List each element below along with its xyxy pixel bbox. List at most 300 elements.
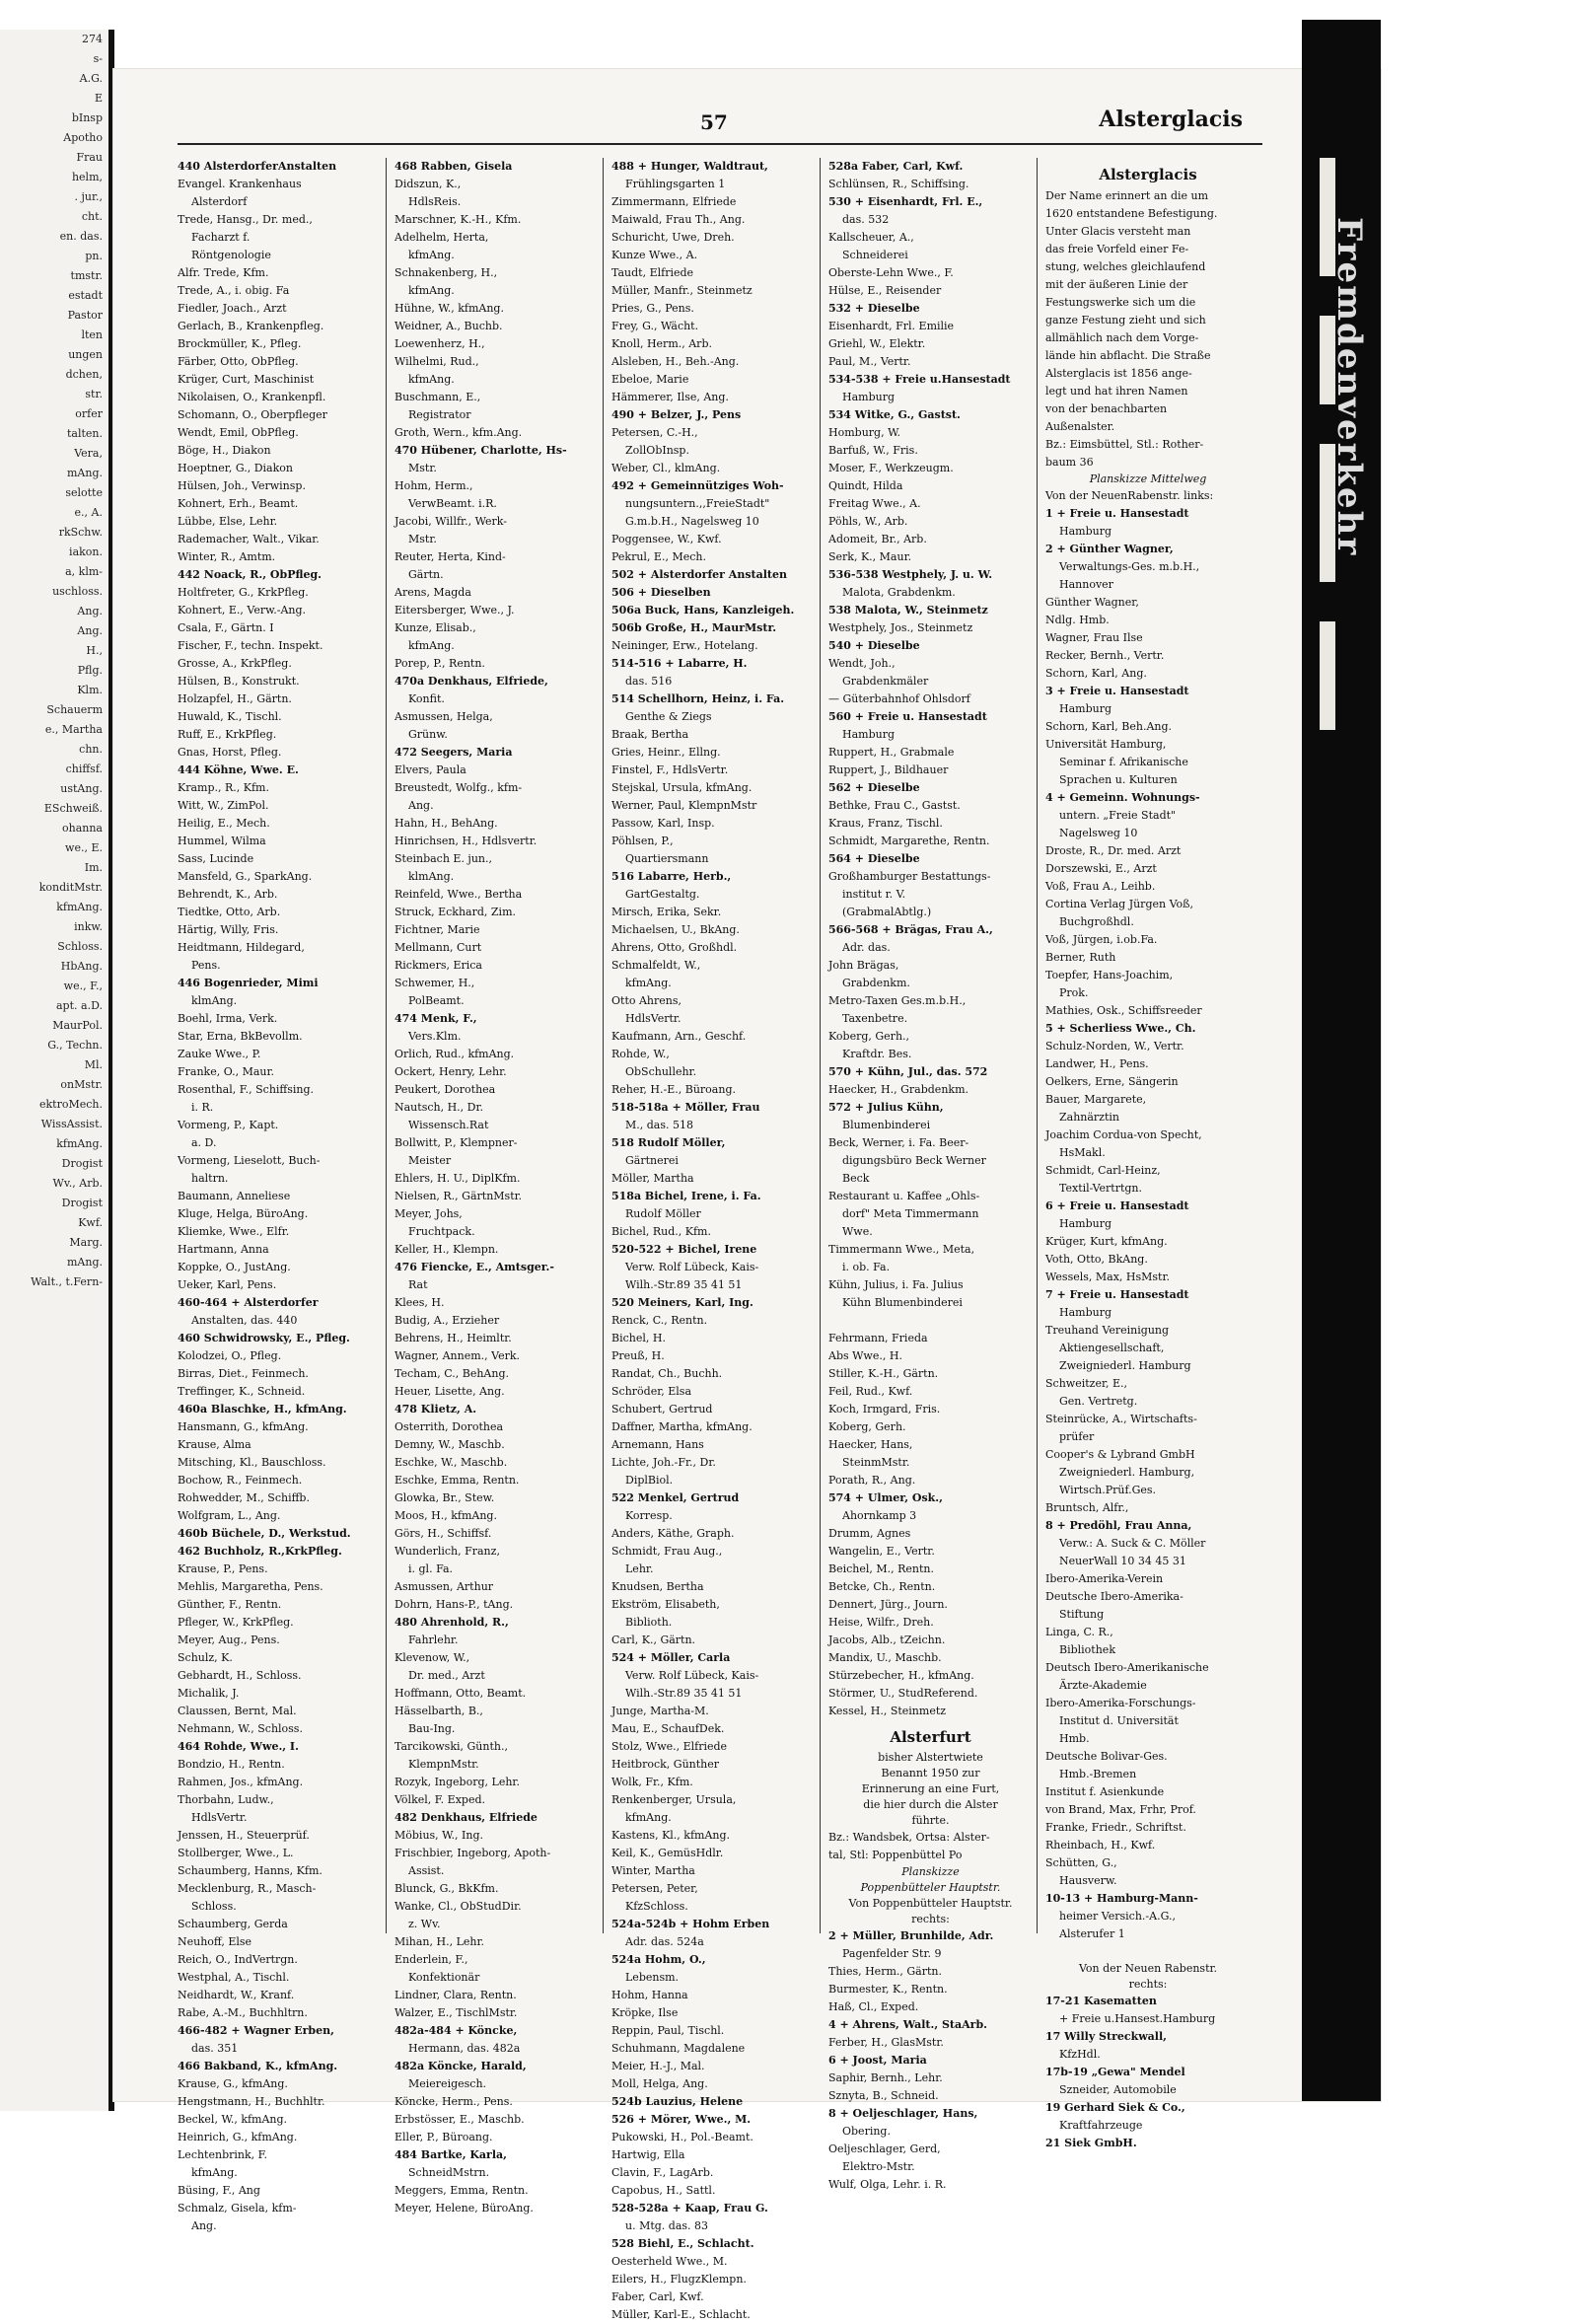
resident-entry: das. 516 [625,675,673,688]
left-page-fragment: e., Martha [44,723,103,736]
resident-entry: Betcke, Ch., Rentn. [828,1580,936,1593]
resident-entry: Jenssen, H., Steuerprüf. [178,1829,310,1842]
left-page-fragment: . jur., [74,190,103,203]
left-page-fragment: Im. [84,861,103,874]
resident-entry: Alsleben, H., Beh.-Ang. [611,355,740,368]
resident-entry: mit der äußeren Linie der [1045,278,1188,291]
resident-entry: Stiller, K.-H., Gärtn. [828,1367,939,1380]
resident-entry: Stejskal, Ursula, kfmAng. [611,781,753,794]
left-page-fragment: ungen [68,348,103,361]
resident-entry: Klevenow, W., [394,1651,470,1664]
resident-entry: Moos, H., kfmAng. [394,1509,497,1522]
resident-entry: Pfleger, W., KrkPfleg. [178,1616,294,1629]
left-page-fragment: ESchweiß. [43,802,103,815]
resident-entry: KfzSchloss. [625,1900,688,1913]
resident-entry: Walzer, E., TischlMstr. [394,2006,518,2019]
left-page-fragment: konditMstr. [38,881,103,894]
resident-entry: Claussen, Bernt, Mal. [178,1705,297,1717]
resident-entry: Buchgroßhdl. [1059,915,1134,928]
street-note: Von Poppenbütteler Hauptstr. [848,1897,1013,1910]
resident-entry: das. 351 [191,2042,239,2055]
resident-entry: Renkenberger, Ursula, [611,1793,737,1806]
directory-columns [178,158,1262,2321]
resident-entry: Schmalz, Gisela, kfm- [178,2202,297,2215]
resident-entry: Porath, R., Ang. [828,1474,916,1487]
resident-entry: Gebhardt, H., Schloss. [178,1669,302,1682]
resident-entry: Möller, Martha [611,1172,694,1185]
house-number-entry: 482 Denkhaus, Elfriede [394,1811,538,1824]
resident-entry: Pekrul, E., Mech. [611,550,706,563]
resident-entry: Außenalster. [1045,420,1115,433]
resident-entry: Reuter, Herta, Kind- [394,550,506,563]
resident-entry: Schmidt, Carl-Heinz, [1045,1164,1161,1177]
resident-entry: Grabdenkmäler [842,675,929,688]
resident-entry: Hülsen, Joh., Verwinsp. [178,479,306,492]
house-number-entry: 518-518a + Möller, Frau [611,1101,760,1114]
resident-entry: Stiftung [1059,1608,1105,1621]
house-number-entry: 6 + Joost, Maria [828,2054,927,2067]
resident-entry: Kröpke, Ilse [611,2006,679,2019]
house-number-entry: 514-516 + Labarre, H. [611,657,748,670]
resident-entry: Ruppert, J., Bildhauer [828,763,949,776]
house-number-entry: 470a Denkhaus, Elfriede, [394,675,548,688]
resident-entry: Obering. [842,2125,891,2138]
left-page-fragment: Kwf. [78,1216,103,1229]
left-page-fragment: mAng. [67,1256,103,1269]
resident-entry: Otto Ahrens, [611,994,682,1007]
resident-entry: Gnas, Horst, Pfleg. [178,746,282,759]
resident-entry: Braak, Bertha [611,728,689,741]
house-number-entry: 534-538 + Freie u.Hansestadt [828,373,1011,386]
resident-entry: Frühlingsgarten 1 [625,178,726,190]
resident-entry: Frey, G., Wächt. [611,320,699,332]
left-page-fragment: en. das. [59,230,103,243]
house-number-entry: 17-21 Kasematten [1045,1995,1157,2007]
resident-entry: G.m.b.H., Nagelsweg 10 [625,515,759,528]
left-page-fragment: Walt., t.Fern- [31,1275,103,1288]
resident-entry: Hengstmann, H., Buchhltr. [178,2095,325,2108]
resident-entry: Krause, Alma [178,1438,251,1451]
resident-entry: Schomann, O., Oberpfleger [178,408,327,421]
resident-entry: Heidtmann, Hildegard, [178,941,305,954]
street-heading: Alsterfurt [890,1728,971,1746]
resident-entry: Elvers, Paula [394,763,466,776]
directory-column [178,158,387,2232]
street-note: führte. [911,1814,950,1827]
resident-entry: Hamburg [1059,525,1112,538]
house-number-entry: 522 Menkel, Gertrud [611,1491,740,1504]
resident-entry: Demny, W., Maschb. [394,1438,505,1451]
resident-entry: KfzHdl. [1059,2048,1101,2061]
resident-entry: Westphal, A., Tischl. [178,1971,290,1984]
resident-entry: Koppke, O., JustAng. [178,1261,291,1273]
resident-entry: Grabdenkm. [842,977,910,989]
resident-entry: Kastens, Kl., kfmAng. [611,1829,731,1842]
resident-entry [1045,1943,1251,1961]
left-page-fragment: estadt [68,289,103,302]
header-rule [178,143,1262,145]
resident-entry: Serk, K., Maur. [828,550,912,563]
resident-entry: Poggensee, W., Kwf. [611,533,722,545]
resident-entry: Krüger, Kurt, kfmAng. [1045,1235,1168,1248]
resident-entry: Rohwedder, M., Schiffb. [178,1491,310,1504]
resident-entry: Stolz, Wwe., Elfriede [611,1740,728,1753]
resident-entry: Schuhmann, Magdalene [611,2042,746,2055]
left-page-fragment: Vera, [74,447,103,460]
resident-entry: Sass, Lucinde [178,852,254,865]
left-page-fragment: Schauerm [46,703,103,716]
house-number-entry: 536-538 Westphely, J. u. W. [828,568,993,581]
resident-entry: Oesterheld Wwe., M. [611,2255,728,2268]
resident-entry: Köncke, Herm., Pens. [394,2095,513,2108]
left-page-fragment: Wv., Arb. [52,1177,103,1190]
resident-entry: Deutsch Ibero-Amerikanische [1045,1661,1209,1674]
resident-entry: Kessel, H., Steinmetz [828,1705,947,1717]
resident-entry: Unter Glacis versteht man [1045,225,1191,238]
street-note: die hier durch die Alster [863,1798,998,1811]
resident-entry: Günther Wagner, [1045,596,1139,609]
house-number-entry: 506a Buck, Hans, Kanzleigeh. [611,604,795,617]
resident-entry: Franke, Friedr., Schriftst. [1045,1821,1186,1834]
resident-entry: Ruppert, H., Grabmale [828,746,955,759]
resident-entry: Enderlein, F., [394,1953,468,1966]
resident-entry: Erbstösser, E., Maschb. [394,2113,525,2126]
resident-entry: Techam, C., BehAng. [394,1367,509,1380]
resident-entry: Hohm, Hanna [611,1989,688,2001]
resident-entry: HdlsVertr. [191,1811,248,1824]
resident-entry: Kohnert, Erh., Beamt. [178,497,299,510]
resident-entry: Wendt, Emil, ObPfleg. [178,426,299,439]
resident-entry: Carl, K., Gärtn. [611,1634,696,1646]
house-number-entry: 472 Seegers, Maria [394,746,513,759]
resident-entry: Hansmann, G., kfmAng. [178,1420,309,1433]
house-number-entry: 444 Köhne, Wwe. E. [178,763,299,776]
resident-entry: Burmester, K., Rentn. [828,1983,948,1996]
resident-entry: Bruntsch, Alfr., [1045,1501,1129,1514]
resident-entry: Schmidt, Frau Aug., [611,1545,723,1558]
resident-entry: Meiereigesch. [408,2077,487,2090]
resident-entry: Bollwitt, P., Klempner- [394,1136,518,1149]
house-number-entry: 17b-19 „Gewa" Mendel [1045,2066,1185,2078]
resident-entry: Vormeng, P., Kapt. [178,1119,279,1131]
resident-entry: Saphir, Bernh., Lehr. [828,2071,943,2084]
resident-entry: Paul, M., Vertr. [828,355,911,368]
resident-entry: Elektro-Mstr. [842,2160,915,2173]
resident-entry: Wirtsch.Prüf.Ges. [1059,1484,1157,1496]
resident-entry: i. gl. Fa. [408,1562,454,1575]
resident-entry: Schloss. [191,1900,237,1913]
house-number-entry: 7 + Freie u. Hansestadt [1045,1288,1189,1301]
house-number-entry: 534 Witke, G., Gastst. [828,408,961,421]
resident-entry: Wilh.-Str.89 35 41 51 [625,1278,743,1291]
resident-entry: Stürzebecher, H., kfmAng. [828,1669,974,1682]
resident-entry: Taxenbetre. [842,1012,908,1025]
resident-entry: Brockmüller, K., Pfleg. [178,337,302,350]
resident-entry: Krause, G., kfmAng. [178,2077,288,2090]
resident-entry: Grosse, A., KrkPfleg. [178,657,292,670]
resident-entry: Recker, Bernh., Vertr. [1045,649,1165,662]
house-number-entry: 466-482 + Wagner Erben, [178,2024,334,2037]
resident-entry: SchneidMstrn. [408,2166,490,2179]
house-number-entry: 526 + Mörer, Wwe., M. [611,2113,752,2126]
resident-entry: Budig, A., Erzieher [394,1314,500,1327]
street-note: Benannt 1950 zur [881,1767,980,1779]
resident-entry: Meier, H.-J., Mal. [611,2060,705,2072]
resident-entry: Hülse, E., Reisender [828,284,942,297]
resident-entry: Verw. Rolf Lübeck, Kais- [625,1261,759,1273]
resident-entry: Genthe & Ziegs [625,710,712,723]
resident-entry: Sznyta, B., Schneid. [828,2089,939,2102]
resident-entry: kfmAng. [625,1811,672,1824]
resident-entry: Wulf, Olga, Lehr. i. R. [828,2178,947,2191]
resident-entry: Randat, Ch., Buchh. [611,1367,723,1380]
house-number-entry: 538 Malota, W., Steinmetz [828,604,988,617]
resident-entry: Institut f. Asienkunde [1045,1785,1165,1798]
house-number-entry: 17 Willy Streckwall, [1045,2030,1167,2043]
resident-entry: Heinrich, G., kfmAng. [178,2131,298,2143]
resident-entry: Ndlg. Hmb. [1045,614,1110,626]
resident-entry: Westphely, Jos., Steinmetz [828,621,973,634]
resident-entry: Ang. [191,2219,217,2232]
resident-entry: kfmAng. [408,639,455,652]
left-page-fragment: WissAssist. [40,1118,103,1130]
resident-entry: Meggers, Emma, Rentn. [394,2184,529,2197]
resident-entry: Mansfeld, G., SparkAng. [178,870,313,883]
resident-entry: HdlsVertr. [625,1012,681,1025]
resident-entry: Zauke Wwe., P. [178,1048,261,1060]
resident-entry: Griehl, W., Elektr. [828,337,926,350]
resident-entry: Wunderlich, Franz, [394,1545,500,1558]
resident-entry: Treffinger, K., Schneid. [178,1385,306,1398]
resident-entry: Hartwig, Ella [611,2148,685,2161]
left-page-fragment: dchen, [65,368,103,381]
resident-entry: Lichte, Joh.-Fr., Dr. [611,1456,716,1469]
resident-entry: Schröder, Elsa [611,1385,692,1398]
resident-entry: Loewenherz, H., [394,337,485,350]
resident-entry: Hühne, W., kfmAng. [394,302,504,315]
resident-entry: Kluge, Helga, BüroAng. [178,1207,309,1220]
resident-entry: Alsterdorf [191,195,248,208]
resident-entry: Hmb. [1059,1732,1090,1745]
house-number-entry: 506b Große, H., MaurMstr. [611,621,777,634]
resident-entry: klmAng. [191,994,238,1007]
house-number-entry: 8 + Predöhl, Frau Anna, [1045,1519,1192,1532]
left-page-fragment: ustAng. [60,782,103,795]
resident-entry: Ärzte-Akademie [1059,1679,1147,1692]
resident-entry: Breustedt, Wolfg., kfm- [394,781,523,794]
resident-entry: Dorszewski, E., Arzt [1045,862,1157,875]
resident-entry: Pries, G., Pens. [611,302,694,315]
resident-entry: Müller, Karl-E., Schlacht. [611,2308,751,2321]
resident-entry: Mandix, U., Maschb. [828,1651,942,1664]
resident-entry: NeuerWall 10 34 45 31 [1059,1555,1186,1567]
resident-entry: Fahrlehr. [408,1634,459,1646]
resident-entry: Capobus, H., Sattl. [611,2184,716,2197]
resident-entry: Rheinbach, H., Kwf. [1045,1839,1156,1852]
resident-entry: Dohrn, Hans-P., tAng. [394,1598,514,1611]
left-page-fragment: Pastor [67,309,103,322]
left-page-fragment: a, klm- [65,565,103,578]
resident-entry: Schorn, Karl, Beh.Ang. [1045,720,1173,733]
resident-entry: Taudt, Elfriede [611,266,694,279]
resident-entry: Hamburg [1059,702,1112,715]
resident-entry: Passow, Karl, Insp. [611,817,715,830]
resident-entry: Konfit. [408,692,445,705]
street-note: rechts: [1128,1978,1168,1991]
resident-entry: Schlünsen, R., Schiffsing. [828,178,969,190]
resident-entry: Adomeit, Br., Arb. [828,533,927,545]
house-number-entry: 8 + Oeljeschlager, Hans, [828,2107,978,2120]
house-number-entry: 2 + Müller, Brunhilde, Adr. [828,1929,994,1942]
resident-entry: Mathies, Osk., Schiffsreeder [1045,1004,1202,1017]
resident-entry: Berner, Ruth [1045,951,1116,964]
resident-entry: Linga, C. R., [1045,1626,1113,1638]
resident-entry: VerwBeamt. i.R. [408,497,497,510]
house-number-entry: 466 Bakband, K., kfmAng. [178,2060,338,2072]
resident-entry: Hoeptner, G., Diakon [178,462,293,474]
resident-entry: Korresp. [625,1509,673,1522]
resident-entry: Vers.Klm. [408,1030,462,1043]
resident-entry: Renck, C., Rentn. [611,1314,708,1327]
left-page-fragment: E [94,92,103,105]
house-number-entry: 2 + Günther Wagner, [1045,543,1174,555]
left-page-fragment: selotte [65,486,103,499]
house-number-entry: 1 + Freie u. Hansestadt [1045,507,1189,520]
resident-entry: Rohde, W., [611,1048,670,1060]
resident-entry: Pens. [191,959,221,972]
left-page-fragment: Ml. [84,1058,103,1071]
resident-entry: Eisenhardt, Frl. Emilie [828,320,955,332]
resident-entry: Star, Erna, BkBevollm. [178,1030,303,1043]
resident-entry: i. R. [191,1101,214,1114]
resident-entry: Winter, Martha [611,1864,695,1877]
resident-entry: Wissensch.Rat [408,1119,489,1131]
resident-entry: Universität Hamburg, [1045,738,1167,751]
resident-entry: Struck, Eckhard, Zim. [394,906,516,918]
resident-entry: Meyer, Helene, BüroAng. [394,2202,534,2215]
resident-entry: Seminar f. Afrikanische [1059,756,1188,768]
resident-entry: 1620 entstandene Befestigung. [1045,207,1218,220]
resident-entry: Meister [408,1154,452,1167]
resident-entry: Reppin, Paul, Tischl. [611,2024,725,2037]
resident-entry: Koberg, Gerh., [828,1030,910,1043]
resident-entry: Rat [408,1278,428,1291]
resident-entry: Nagelsweg 10 [1059,827,1138,839]
left-page-fragment: Ang. [77,624,103,637]
resident-entry: Bethke, Frau C., Gastst. [828,799,961,812]
resident-entry: Didszun, K., [394,178,462,190]
resident-entry: Pagenfelder Str. 9 [842,1947,942,1960]
directory-column [1045,158,1255,2149]
left-page-fragment: e., A. [74,506,103,519]
resident-entry: Völkel, F. Exped. [394,1793,485,1806]
resident-entry: a. D. [191,1136,217,1149]
resident-entry: Behrens, H., Heimltr. [394,1332,512,1344]
resident-entry: Wwe. [842,1225,873,1238]
resident-entry: kfmAng. [191,2166,238,2179]
resident-entry: Pöhlsen, P., [611,835,674,847]
resident-entry: institut r. V. [842,888,906,901]
left-page-fragment: H., [86,644,103,657]
resident-entry: kfmAng. [408,249,455,261]
left-page-fragment: A.G. [79,72,103,85]
resident-entry: Ehlers, H. U., DiplKfm. [394,1172,521,1185]
house-number-entry: 490 + Belzer, J., Pens [611,408,742,421]
resident-entry: Drumm, Agnes [828,1527,911,1540]
resident-entry: Kliemke, Wwe., Elfr. [178,1225,290,1238]
resident-entry: Günther, F., Rentn. [178,1598,282,1611]
resident-entry: Knoll, Herm., Arb. [611,337,712,350]
resident-entry: HdlsReis. [408,195,462,208]
resident-entry: Festungswerke sich um die [1045,296,1196,309]
left-page-fragment: G., Techn. [47,1039,103,1052]
resident-entry: Beckel, W., kfmAng. [178,2113,288,2126]
house-number-entry: 574 + Ulmer, Osk., [828,1491,943,1504]
resident-entry: Görs, H., Schiffsf. [394,1527,492,1540]
resident-entry: Dr. med., Arzt [408,1669,485,1682]
resident-entry: Schulz, K. [178,1651,233,1664]
resident-entry: Orlich, Rud., kfmAng. [394,1048,515,1060]
left-page-fragment: orfer [75,407,103,420]
resident-entry: Koberg, Gerh. [828,1420,906,1433]
resident-entry: Färber, Otto, ObPfleg. [178,355,299,368]
resident-entry: Schneiderei [842,249,908,261]
resident-entry: Kaufmann, Arn., Geschf. [611,1030,747,1043]
house-number-entry: 506 + Dieselben [611,586,711,599]
resident-entry: Zweigniederl. Hamburg [1059,1359,1191,1372]
resident-entry: Neininger, Erw., Hotelang. [611,639,758,652]
resident-entry: Rudolf Möller [625,1207,701,1220]
resident-entry: Hmb.-Bremen [1059,1768,1137,1780]
resident-entry: nungsuntern.,,FreieStadt" [625,497,770,510]
house-number-entry: 462 Buchholz, R.,KrkPfleg. [178,1545,342,1558]
resident-entry: Petersen, C.-H., [611,426,698,439]
resident-entry: Anders, Käthe, Graph. [611,1527,735,1540]
resident-entry: Koch, Irmgard, Fris. [828,1403,941,1416]
resident-entry: Nikolaisen, O., Krankenpfl. [178,391,326,403]
house-number-entry: 474 Menk, F., [394,1012,477,1025]
left-page-fragment: helm, [71,171,103,183]
resident-entry: Reher, H.-E., Büroang. [611,1083,736,1096]
resident-entry: M., das. 518 [625,1119,693,1131]
resident-entry: Wilh.-Str.89 35 41 51 [625,1687,743,1700]
street-note: Von der Neuen Rabenstr. [1078,1962,1218,1975]
house-number-entry: 492 + Gemeinnütziges Woh- [611,479,784,492]
resident-entry: allmählich nach dem Vorge- [1045,331,1199,344]
left-page-fragment: s- [93,52,103,65]
resident-entry: baum 36 [1045,456,1094,469]
resident-entry: Thorbahn, Ludw., [178,1793,274,1806]
resident-entry: Großhamburger Bestattungs- [828,870,991,883]
resident-entry: Eschke, W., Maschb. [394,1456,508,1469]
resident-entry: Hämmerer, Ilse, Ang. [611,391,729,403]
resident-entry: Vormeng, Lieselott, Buch- [178,1154,321,1167]
resident-entry: i. ob. Fa. [842,1261,891,1273]
resident-entry: Rozyk, Ingeborg, Lehr. [394,1776,520,1788]
street-note: rechts: [911,1913,950,1925]
resident-entry: Fischer, F., techn. Inspekt. [178,639,323,652]
resident-entry: Hermann, das. 482a [408,2042,521,2055]
resident-entry: Kolodzei, O., Pfleg. [178,1349,282,1362]
resident-entry: Blunck, G., BkKfm. [394,1882,499,1895]
resident-entry: Clavin, F., LagArb. [611,2166,714,2179]
binding-highlight [1320,621,1335,730]
page-number: 57 [700,110,728,134]
resident-entry: Von der NeuenRabenstr. links: [1045,489,1214,502]
house-number-entry: 468 Rabben, Gisela [394,160,513,173]
resident-entry: Institut d. Universität [1059,1714,1179,1727]
house-number-entry: 516 Labarre, Herb., [611,870,732,883]
